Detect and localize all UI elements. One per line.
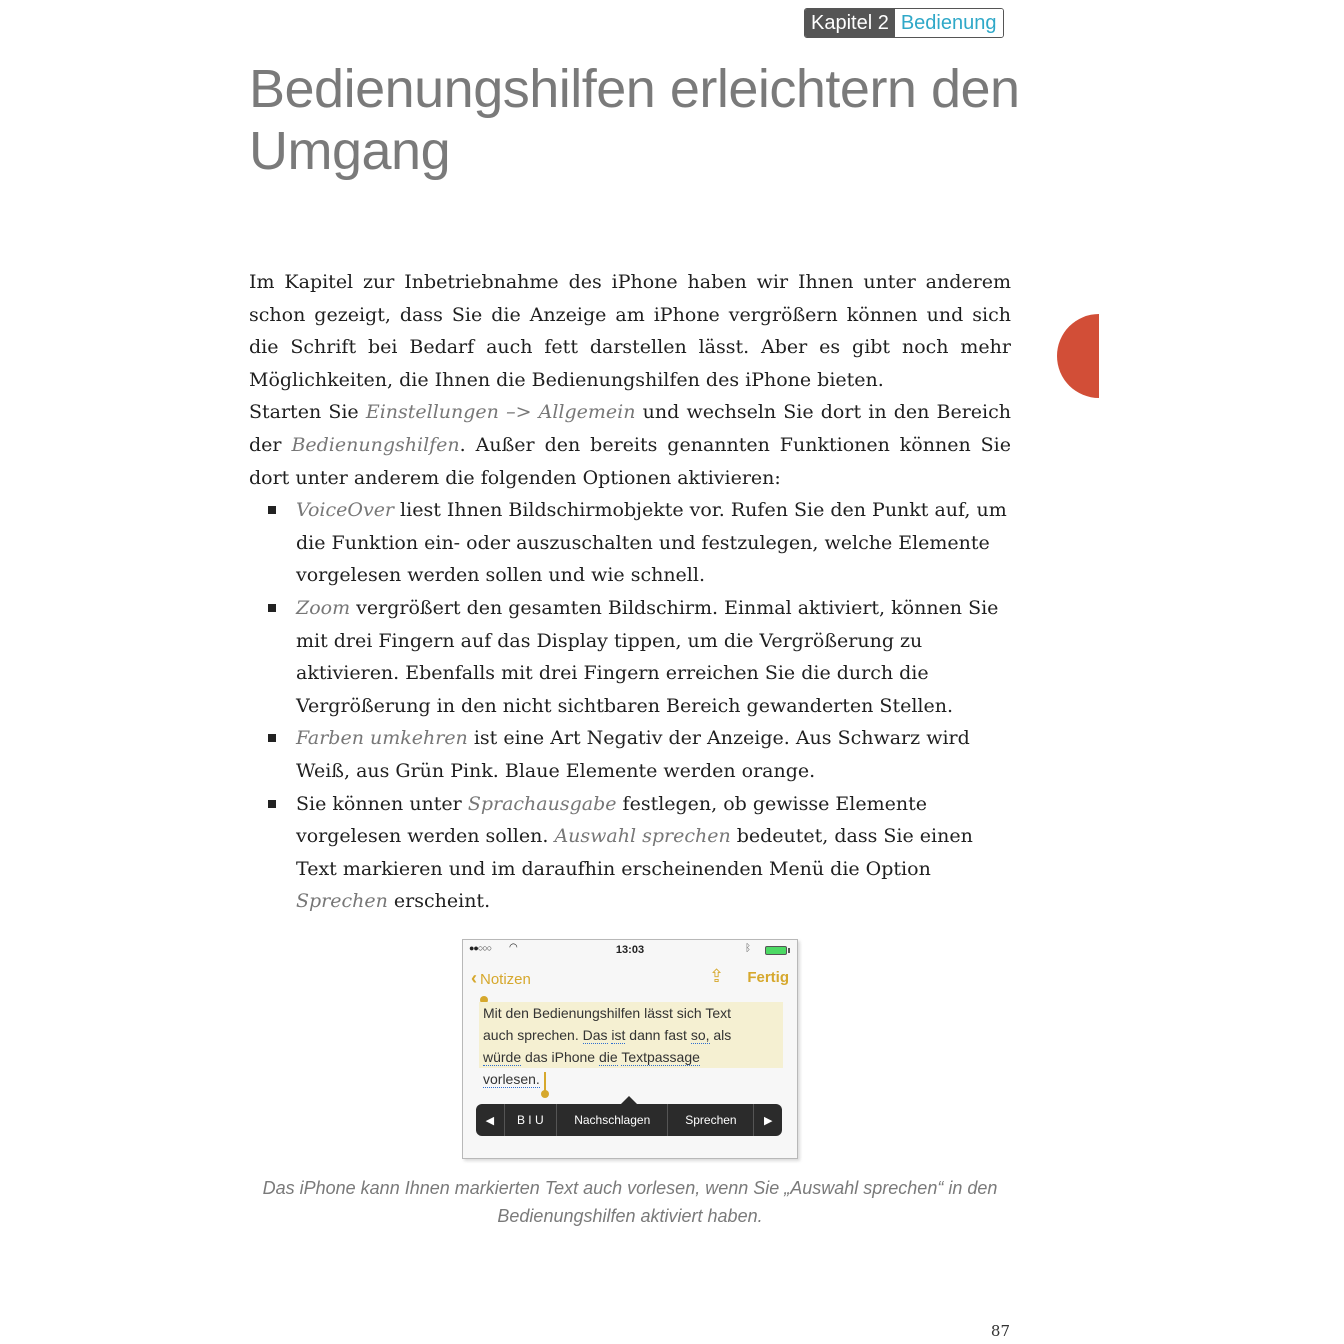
menu-next-button[interactable]: ▶ — [763, 1114, 773, 1127]
settings-path: Einstellungen –> Allgemein — [365, 401, 636, 424]
lookup-button[interactable]: Nachschlagen — [557, 1104, 669, 1136]
chapter-name: Bedienung — [895, 9, 1003, 37]
underlined-word: die — [598, 1049, 618, 1065]
done-button[interactable]: Fertig — [747, 969, 789, 986]
option-term: Zoom — [296, 596, 351, 619]
chapter-number: Kapitel 2 — [805, 9, 895, 37]
options-list — [249, 494, 1011, 918]
settings-paragraph — [249, 396, 1011, 494]
text-run: festlegen, ob gewisse Elemente vorgelesen werden sollen. — [296, 792, 927, 848]
selected-note-text[interactable] — [479, 1002, 783, 1087]
text-run: dann fast — [625, 1027, 691, 1043]
iphone-screenshot — [462, 939, 798, 1159]
text-run: bedeutet, dass Sie einen Text markieren und im daraufhin erscheinenden Menü die Option — [296, 825, 973, 880]
list-item — [296, 494, 1011, 592]
text-run: vergrößert den gesamten Bildschirm. Einmal aktiviert, können Sie mit drei Fingern auf das Display tippen, um die Vergrößerung zu aktivieren. Ebenfalls mit drei Fingern erreichen Sie die durch die Vergrößerung in den nicht sichtbaren Bereich gewanderten Stellen. — [296, 596, 999, 717]
list-item — [296, 722, 1011, 787]
selection-handle-line — [544, 1072, 546, 1092]
text-run: als — [709, 1027, 732, 1043]
bullet-icon — [268, 506, 276, 514]
wifi-icon: ◠ — [509, 942, 518, 953]
text-run: und wechseln Sie dort in den Bereich der — [249, 401, 1011, 456]
underlined-word: Das — [582, 1027, 608, 1043]
chevron-left-icon: ‹ — [471, 968, 477, 988]
note-line — [483, 1068, 779, 1090]
signal-icon: ●●○○○ — [469, 943, 492, 953]
underlined-word: würde — [483, 1049, 522, 1065]
text-run: ist eine Art Negativ der Anzeige. Aus Schwarz wird Weiß, aus Grün Pink. Blaue Elemente werden orange. — [296, 727, 970, 782]
underlined-word: vorlesen. — [483, 1071, 540, 1087]
text-run: . Außer den bereits genannten Funktionen können Sie dort unter anderem die folgenden Optionen aktivieren: — [249, 433, 1011, 489]
status-time: 13:03 — [615, 944, 645, 956]
underlined-word: so, — [690, 1027, 710, 1043]
chapter-thumb-tab — [1057, 314, 1099, 398]
text-run: das iPhone — [521, 1049, 599, 1065]
speak-button[interactable]: Sprechen — [668, 1104, 754, 1136]
selection-end-handle[interactable] — [541, 1090, 549, 1098]
page-title-line-1: Bedienungshilfen erleichtern den — [249, 59, 1020, 119]
option-term: Auswahl sprechen — [554, 825, 731, 848]
status-bar — [463, 940, 797, 960]
page-title — [249, 58, 1029, 182]
caption-line: Bedienungshilfen aktiviert haben. — [497, 1206, 763, 1226]
intro-paragraph: Im Kapitel zur Inbetriebnahme des iPhone haben wir Ihnen unter anderem schon gezeigt, dass Sie die Anzeige am iPhone vergrößern können und sich die Schrift bei Bedarf auch fett darstellen lässt. Aber es gibt noch mehr Möglichkeiten, die Ihnen die Bedienungshilfen des iPhone bieten. — [249, 271, 1011, 391]
edit-menu — [476, 1104, 782, 1136]
bullet-icon — [268, 734, 276, 742]
text-run: auch sprechen. — [483, 1027, 583, 1043]
underlined-word: ist — [611, 1027, 626, 1043]
figure-caption — [249, 1174, 1011, 1230]
back-button[interactable] — [471, 968, 531, 989]
underlined-word: Textpassage — [621, 1049, 700, 1065]
bullet-icon — [268, 604, 276, 612]
text-run: Starten Sie — [249, 401, 366, 424]
note-line — [483, 1046, 779, 1068]
page-title-line-2: Umgang — [249, 121, 451, 181]
bluetooth-icon: ᛒ — [745, 943, 751, 954]
chapter-tag — [804, 8, 1004, 38]
list-item — [296, 788, 1011, 918]
menu-prev-button[interactable]: ◀ — [476, 1104, 505, 1136]
option-term: VoiceOver — [296, 499, 395, 522]
list-item — [296, 592, 1011, 722]
text-run: Sie können unter — [296, 792, 468, 815]
back-label: Notizen — [480, 971, 531, 988]
body-text — [249, 266, 1011, 918]
text-run: liest Ihnen Bildschirmobjekte vor. Rufen Sie den Punkt auf, um die Funktion ein- oder auszuschalten und festzulegen, welche Elemente vorgelesen werden sollen und wie schnell. — [296, 499, 1007, 587]
accessibility-term: Bedienungshilfen — [291, 433, 460, 456]
page-number: 87 — [990, 1322, 1010, 1340]
format-button[interactable]: B I U — [505, 1104, 557, 1136]
option-term: Sprechen — [296, 890, 388, 913]
caption-line: Das iPhone kann Ihnen markierten Text auch vorlesen, wenn Sie „Auswahl sprechen“ in den — [262, 1178, 998, 1198]
note-line: Mit den Bedienungshilfen lässt sich Text — [483, 1005, 731, 1021]
battery-icon — [765, 946, 787, 955]
text-run: erscheint. — [387, 890, 491, 913]
bullet-icon — [268, 800, 276, 808]
option-term: Sprachausgabe — [467, 792, 617, 815]
menu-caret — [621, 1096, 637, 1104]
option-term: Farben umkehren — [296, 727, 468, 750]
note-line — [483, 1024, 779, 1046]
share-icon[interactable]: ⇪ — [709, 966, 725, 986]
nav-bar — [463, 964, 797, 994]
